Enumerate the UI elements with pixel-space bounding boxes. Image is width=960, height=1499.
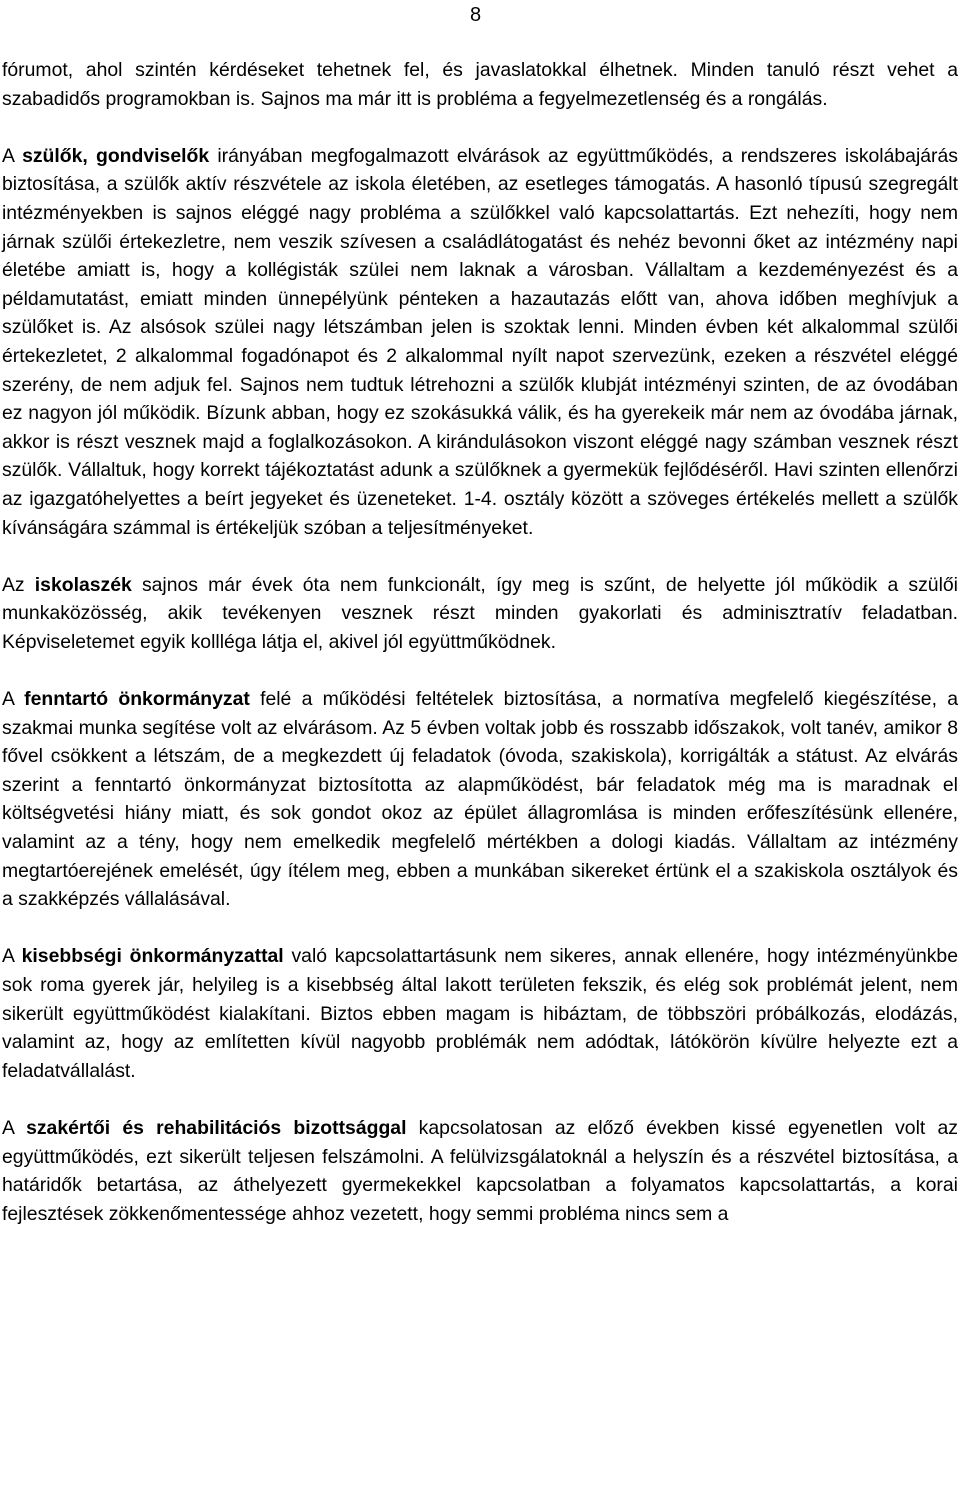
paragraph-parents [2, 142, 958, 542]
text-run: való kapcsolattartásunk nem sikeres, annak ellenére, hogy intézményünkbe sok roma gyerek jár, helyileg is a kisebbség által lakott területen fekszik, és elég sok problémát jelent, nem sikerült együttműködést kialakítani. Biztos ebben magam is hibáztam, de többszöri próbálkozás, elodázás, valamint az, hogy az említetten kívül nagyobb problémák nem adódtak, látókörön kívülre helyezte ezt a feladatvállalást. [2, 945, 958, 1082]
bold-term-minority-government: kisebbségi önkormányzattal [21, 945, 284, 968]
text-run: A [2, 144, 23, 167]
document-body [2, 56, 958, 1257]
paragraph-minority-government [2, 942, 958, 1085]
paragraph-school-board [2, 571, 958, 657]
text-run: Az [2, 573, 35, 596]
text-run: kapcsolatosan az előző években kissé egyenetlen volt az együttműködés, ezt sikerült teljesen felszámolni. A felülvizsgálatoknál a helyszín és a részvétel biztosítása, a határidők betartása, az áthelyezett gyermekekkel kapcsolatban a folyamatos kapcsolattartás, a korai fejlesztések zökkenőmentessége ahhoz vezetett, hogy semmi probléma nincs sem a [2, 1116, 958, 1225]
text-run: A [2, 688, 25, 711]
text-run: fórumot, ahol szintén kérdéseket tehetnek fel, és javaslatokkal élhetnek. Minden tanuló részt vehet a szabadidős programokban is. Sajnos ma már itt is probléma a fegyelmezetlenség és a rongálás. [2, 59, 958, 110]
bold-term-school-board: iskolaszék [34, 573, 132, 596]
bold-term-parents: szülők, gondviselők [22, 144, 210, 167]
text-run: sajnos már évek óta nem funkcionált, így meg is szűnt, de helyette jól működik a szülői munkaközösség, akik tevékenyen vesznek részt minden gyakorlati és adminisztratív feladatban. Képviseletemet egyik kollléga látja el, akivel jól együttműködnek. [2, 573, 958, 653]
bold-term-municipality: fenntartó önkormányzat [24, 688, 250, 711]
text-run: A [2, 1116, 27, 1139]
page-number: 8 [470, 4, 482, 26]
text-run: irányában megfogalmazott elvárások az együttműködés, a rendszeres iskolábajárás biztosítása, a szülők aktív részvétele az iskola életében, az esetleges támogatás. A hasonló típusú szegregált intézményekben is sajnos eléggé nagy probléma a szülőkkel való kapcsolattartás. Ezt nehezíti, hogy nem járnak szülői értekezletre, nem veszik szívesen a családlátogatást és nehéz bevonni őket az intézmény napi életébe amiatt is, hogy a kollégisták szülei nem laknak a városban. Vállaltam a kezdeményezést és a példamutatást, emiatt minden ünnepélyünk pénteken a hazautazás előtt van, ahova időben meghívjuk a szülőket is. Az alsósok szülei nagy létszámban jelen is szoktak lenni. Minden évben két alkalommal szülői értekezletet, 2 alkalommal fogadónapot és 2 alkalommal nyílt napot szervezünk, ezeken a részvétel eléggé szerény, de nem adjuk fel. Sajnos nem tudtuk létrehozni a szülők klubját intézményi szinten, de az óvodában ez nagyon jól működik. Bízunk abban, hogy ez szokásukká válik, és ha gyerekeik már nem az óvodába járnak, akkor is részt vesznek majd a foglalkozásokon. A kirándulásokon viszont eléggé nagy számban vesznek részt szülők. Vállaltuk, hogy korrekt tájékoztatást adunk a szülőknek a gyermekük fejlődéséről. Havi szinten ellenőrzi az igazgatóhelyettes a beírt jegyeket és üzeneteket. 1-4. osztály között a szöveges értékelés mellett a szülők kívánságára számmal is értékeljük szóban a teljesítményeket. [2, 144, 958, 539]
text-run: felé a működési feltételek biztosítása, a normatíva megfelelő kiegészítése, a szakmai munka segítése volt az elvárásom. Az 5 évben voltak jobb és rosszabb időszakok, volt tanév, amikor 8 fővel csökkent a létszám, de a megkezdett új feladatok (óvoda, szakiskola), korrigálták a státust. Az elvárás szerint a fenntartó önkormányzat biztosította az alapműködést, bár feladatok még ma is maradnak el költségvetési hiány miatt, és sok gondot okoz az épület állagromlása is minden erőfeszítésünk ellenére, valamint az a tény, hogy nem emelkedik megfelelő mértékben a dologi kiadás. Vállaltam az intézmény megtartóerejének emelését, úgy ítélem meg, ebben a munkában sikereket értünk el a szakiskola osztályok és a szakképzés vállalásával. [2, 688, 958, 911]
paragraph-expert-committee [2, 1114, 958, 1228]
paragraph-intro-continuation [2, 56, 958, 113]
paragraph-municipality [2, 685, 958, 914]
bold-term-expert-committee: szakértői és rehabilitációs bizottsággal [26, 1116, 407, 1139]
text-run: A [2, 945, 22, 968]
